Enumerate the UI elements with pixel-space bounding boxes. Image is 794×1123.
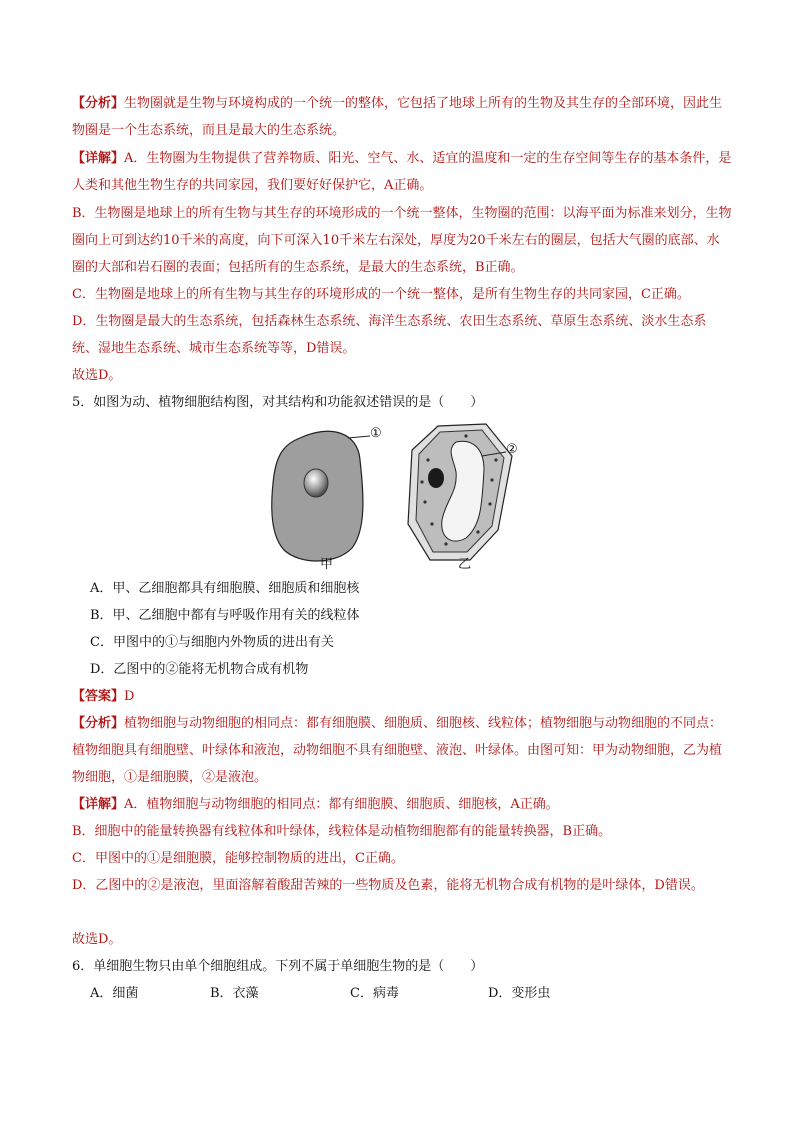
caption-jia: 甲 [320,557,334,572]
q5-detail-a [72,791,732,818]
plant-cell-nucleus [428,468,444,488]
q6-options [90,980,690,1007]
label-1-pointer [348,436,370,438]
detail-tag: 【详解】 [72,151,125,166]
q5-option-d: D．乙图中的②能将无机物合成有机物 [90,662,309,677]
q5-conclusion: 故选D。 [72,932,122,947]
q4-detail-b: B．生物圈是地球上的所有生物与其生存的环境形成的一个统一整体，生物圈的范围：以海平面为标准来划分，生物圈向上可到达约10千米的高度，向下可深入10千米左右深处，厚度为20千米左右的圈层，包括大气圈的底部、水圈的大部和岩石圈的表面；包括所有的生态系统，是最大的生态系统，B正确。 [72,206,732,275]
q5-options [90,575,690,683]
analysis-tag: 【分析】 [72,96,125,111]
q5-option-b: B．甲、乙细胞中都有与呼吸作用有关的线粒体 [90,608,360,623]
q5-analysis [72,710,732,791]
q4-detail-a [72,145,732,199]
label-2: ② [506,442,518,457]
q6-option-d: D．变形虫 [488,986,551,1001]
detail-a-text: A．生物圈为生物提供了营养物质、阳光、空气、水、适宜的温度和一定的生存空间等生存的基本条件，是人类和其他生物生存的共同家园，我们要好好保护它，A正确。 [72,151,732,193]
q5-answer [72,683,732,710]
label-1: ① [370,426,382,441]
q6-option-c: C．病毒 [350,986,399,1001]
answer-value: D [124,689,135,704]
q5-detail-c: C．甲图中的①是细胞膜，能够控制物质的进出，C正确。 [72,851,404,866]
q5-detail-b: B．细胞中的能量转换器有线粒体和叶绿体，线粒体是动植物细胞都有的能量转换器，B正确。 [72,824,612,839]
q6-stem: 6．单细胞生物只由单个细胞组成。下列不属于单细胞生物的是（ ） [72,959,484,974]
q5-stem: 5．如图为动、植物细胞结构图，对其结构和功能叙述错误的是（ ） [72,395,484,410]
analysis-text: 植物细胞与动物细胞的相同点：都有细胞膜、细胞质、细胞核、线粒体；植物细胞与动物细胞的不同点：植物细胞具有细胞壁、叶绿体和液泡，动物细胞不具有细胞壁、液泡、叶绿体。由图可知：甲为动物细胞，乙为植物细胞，①是细胞膜，②是液泡。 [72,716,723,785]
q6-option-a: A．细菌 [90,986,139,1001]
caption-yi: 乙 [458,557,472,572]
answer-tag: 【答案】 [72,689,125,704]
q4-analysis [72,90,732,144]
cell-diagram [260,420,560,575]
q4-conclusion: 故选D。 [72,368,122,383]
q6-option-b: B．衣藻 [210,986,259,1001]
q5-option-a: A．甲、乙细胞都具有细胞膜、细胞质和细胞核 [90,581,360,596]
q5-option-c: C．甲图中的①与细胞内外物质的进出有关 [90,635,334,650]
q4-detail-d: D．生物圈是最大的生态系统，包括森林生态系统、海洋生态系统、农田生态系统、草原生态系统、淡水生态系统、湿地生态系统、城市生态系统等等，D错误。 [72,314,707,356]
q4-detail-c: C．生物圈是地球上的所有生物与其生存的环境形成的一个统一整体，是所有生物生存的共同家园，C正确。 [72,287,690,302]
detail-tag: 【详解】 [72,797,125,812]
detail-a-text: A．植物细胞与动物细胞的相同点：都有细胞膜、细胞质、细胞核，A正确。 [124,797,559,812]
analysis-text: 生物圈就是生物与环境构成的一个统一的整体，它包括了地球上所有的生物及其生存的全部环境，因此生物圈是一个生态系统，而且是最大的生态系统。 [72,96,723,138]
q5-detail-d: D．乙图中的②是液泡，里面溶解着酸甜苦辣的一些物质及色素，能将无机物合成有机物的是叶绿体，D错误。 [72,878,704,893]
analysis-tag: 【分析】 [72,716,125,731]
animal-cell-nucleus [304,469,328,497]
